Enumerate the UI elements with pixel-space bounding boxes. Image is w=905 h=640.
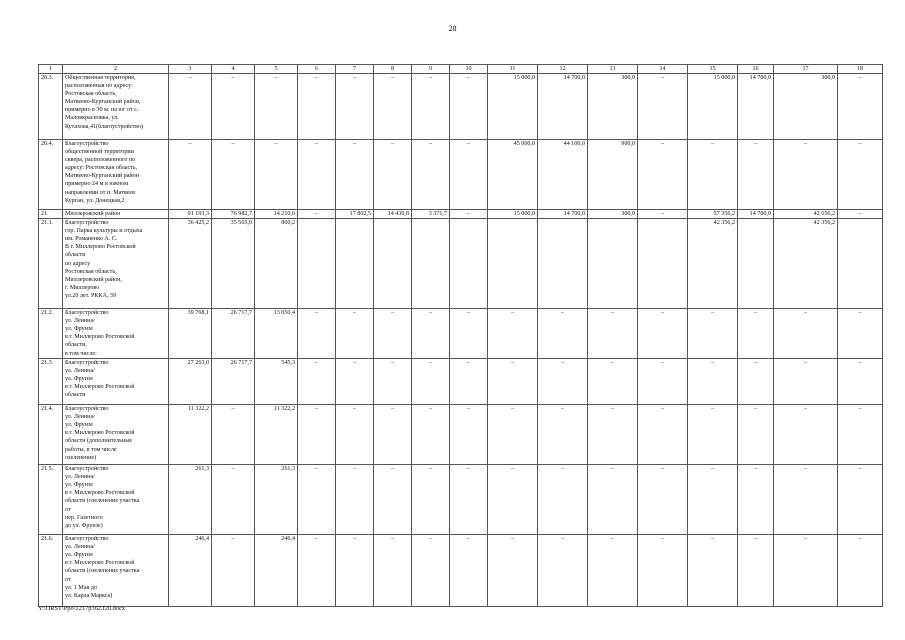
value-cell: –	[450, 359, 488, 405]
value-cell: –	[738, 359, 774, 405]
row-number-cell: 21.4.	[39, 405, 63, 465]
value-cell: –	[298, 405, 336, 465]
value-cell: –	[336, 74, 374, 140]
value-cell: –	[838, 359, 883, 405]
value-cell: –	[212, 140, 255, 210]
column-number: 9	[412, 65, 450, 74]
table-row	[39, 359, 883, 405]
value-cell: –	[838, 309, 883, 359]
column-number: 4	[212, 65, 255, 74]
column-number-row	[39, 65, 883, 74]
value-cell: –	[488, 309, 538, 359]
value-cell: –	[412, 535, 450, 607]
value-cell: –	[450, 405, 488, 465]
value-cell: –	[838, 405, 883, 465]
value-cell: –	[212, 405, 255, 465]
value-cell: –	[488, 465, 538, 535]
value-cell: –	[638, 359, 688, 405]
value-cell: 76 982,7	[212, 210, 255, 219]
value-cell: –	[688, 140, 738, 210]
value-cell: –	[450, 309, 488, 359]
value-cell	[738, 219, 774, 309]
value-cell: –	[738, 405, 774, 465]
table-row	[39, 210, 883, 219]
column-number: 7	[336, 65, 374, 74]
column-number: 1	[39, 65, 63, 74]
value-cell: 300,0	[588, 210, 638, 219]
value-cell: –	[774, 140, 838, 210]
value-cell	[588, 219, 638, 309]
row-number-cell: 20.4.	[39, 140, 63, 210]
column-number: 15	[688, 65, 738, 74]
value-cell: –	[688, 309, 738, 359]
value-cell: –	[774, 359, 838, 405]
value-cell: –	[336, 140, 374, 210]
value-cell: –	[298, 535, 336, 607]
value-cell: –	[688, 535, 738, 607]
value-cell: 14 430,8	[374, 210, 412, 219]
row-number-cell: 21.	[39, 210, 63, 219]
value-cell: –	[298, 74, 336, 140]
value-cell: –	[538, 405, 588, 465]
value-cell: –	[688, 359, 738, 405]
value-cell	[412, 219, 450, 309]
value-cell	[450, 219, 488, 309]
value-cell	[374, 219, 412, 309]
value-cell: –	[212, 465, 255, 535]
value-cell	[538, 219, 588, 309]
page-number: 28	[448, 24, 457, 33]
value-cell	[838, 219, 883, 309]
table-row	[39, 74, 883, 140]
value-cell: 300,0	[588, 74, 638, 140]
value-cell: 15 000,0	[488, 210, 538, 219]
value-cell: –	[298, 140, 336, 210]
row-number-cell: 21.1.	[39, 219, 63, 309]
value-cell: 42 356,2	[774, 219, 838, 309]
table-row	[39, 309, 883, 359]
table-row	[39, 405, 883, 465]
value-cell: –	[450, 465, 488, 535]
value-cell: 17 802,5	[336, 210, 374, 219]
row-number-cell: 21.3.	[39, 359, 63, 405]
value-cell: –	[374, 405, 412, 465]
value-cell: –	[255, 140, 298, 210]
value-cell: –	[638, 74, 688, 140]
value-cell: –	[488, 405, 538, 465]
table-row	[39, 219, 883, 309]
value-cell: 26 717,7	[212, 359, 255, 405]
value-cell: –	[538, 465, 588, 535]
column-number: 2	[63, 65, 169, 74]
value-cell: 14 700,0	[738, 74, 774, 140]
table-row	[39, 140, 883, 210]
value-cell: –	[588, 309, 638, 359]
value-cell: –	[638, 405, 688, 465]
value-cell: –	[298, 309, 336, 359]
value-cell: 27 263,0	[169, 359, 212, 405]
value-cell: –	[450, 535, 488, 607]
value-cell: 14 700,0	[738, 210, 774, 219]
value-cell: –	[588, 535, 638, 607]
value-cell: –	[488, 359, 538, 405]
value-cell: –	[688, 405, 738, 465]
value-cell: –	[774, 405, 838, 465]
value-cell: 13 050,4	[255, 309, 298, 359]
value-cell: –	[412, 309, 450, 359]
column-number: 14	[638, 65, 688, 74]
description-cell: Благоустройство ул. Ленина/ ул. Фрунзе в г. Миллерово Ростовской области (озеленение участка от ул. 1 Мая до ул. Карла Маркса)	[63, 535, 169, 607]
value-cell: –	[412, 140, 450, 210]
column-number: 12	[538, 65, 588, 74]
column-number: 8	[374, 65, 412, 74]
description-cell: Благоустройство ул. Ленина/ ул. Фрунзе в г. Миллерово Ростовской области	[63, 359, 169, 405]
value-cell: 39 768,1	[169, 309, 212, 359]
value-cell: –	[412, 359, 450, 405]
value-cell: –	[336, 465, 374, 535]
value-cell: 57 356,2	[688, 210, 738, 219]
value-cell: –	[255, 74, 298, 140]
description-cell: Благоустройство ул. Ленина/ ул. Фрунзе в г. Миллерово Ростовской области (озеленение участка от пер. Газетного до ул. Фрунзе)	[63, 465, 169, 535]
value-cell: –	[738, 309, 774, 359]
value-cell: –	[738, 535, 774, 607]
value-cell: –	[838, 140, 883, 210]
value-cell: 246,4	[169, 535, 212, 607]
value-cell: 91 193,3	[169, 210, 212, 219]
value-cell: –	[738, 140, 774, 210]
value-cell: –	[538, 359, 588, 405]
value-cell: –	[336, 405, 374, 465]
value-cell: –	[412, 405, 450, 465]
value-cell: –	[336, 359, 374, 405]
value-cell: –	[488, 535, 538, 607]
column-number: 6	[298, 65, 336, 74]
value-cell: –	[298, 210, 336, 219]
value-cell: –	[738, 465, 774, 535]
value-cell: 3 371,7	[412, 210, 450, 219]
value-cell: –	[638, 465, 688, 535]
value-cell: –	[838, 535, 883, 607]
value-cell: 11 322,2	[255, 405, 298, 465]
column-number: 16	[738, 65, 774, 74]
value-cell: –	[638, 140, 688, 210]
value-cell: 860,2	[255, 219, 298, 309]
value-cell: 300,0	[774, 74, 838, 140]
value-cell: 35 565,0	[212, 219, 255, 309]
value-cell: –	[212, 74, 255, 140]
row-number-cell: 21.6.	[39, 535, 63, 607]
description-cell: Благоустройство гор. Парка культуры и отдыха им. Романенко А. С. В г. Миллерово Ростовской области по адресу Ростовская область, Миллеровский район, г. Миллерово ул.20 лет. РККА, 39	[63, 219, 169, 309]
value-cell: –	[336, 535, 374, 607]
value-cell: –	[838, 210, 883, 219]
value-cell	[336, 219, 374, 309]
column-number: 3	[169, 65, 212, 74]
value-cell: –	[588, 465, 638, 535]
value-cell: 246,4	[255, 535, 298, 607]
value-cell: 261,3	[255, 465, 298, 535]
value-cell: 45 000,0	[488, 140, 538, 210]
value-cell	[638, 219, 688, 309]
value-cell: –	[450, 210, 488, 219]
value-cell: –	[374, 74, 412, 140]
value-cell: 261,3	[169, 465, 212, 535]
description-cell: Благоустройство ул. Ленина/ ул. Фрунзе в г. Миллерово Ростовской области (дополнительные работы, в том числе озеленение)	[63, 405, 169, 465]
value-cell: –	[774, 465, 838, 535]
row-number-cell: 20.3.	[39, 74, 63, 140]
value-cell: –	[374, 465, 412, 535]
value-cell: –	[638, 309, 688, 359]
value-cell: –	[374, 359, 412, 405]
column-number: 5	[255, 65, 298, 74]
table-row	[39, 535, 883, 607]
value-cell: 36 425,2	[169, 219, 212, 309]
description-cell: Миллеровский район	[63, 210, 169, 219]
value-cell: –	[450, 140, 488, 210]
value-cell: 42 356,2	[688, 219, 738, 309]
value-cell: –	[638, 535, 688, 607]
value-cell: –	[538, 535, 588, 607]
value-cell: –	[374, 140, 412, 210]
column-number: 13	[588, 65, 638, 74]
value-cell: –	[169, 140, 212, 210]
value-cell: 11 322,2	[169, 405, 212, 465]
file-path: Y:\ORST\Ppo\1217p362.f20.docx	[38, 605, 126, 612]
column-number: 11	[488, 65, 538, 74]
value-cell: –	[588, 405, 638, 465]
row-number-cell: 21.2.	[39, 309, 63, 359]
value-cell: 545,3	[255, 359, 298, 405]
value-cell	[298, 219, 336, 309]
value-cell: 14 700,0	[538, 210, 588, 219]
column-number: 10	[450, 65, 488, 74]
value-cell: –	[838, 74, 883, 140]
value-cell: 14 210,6	[255, 210, 298, 219]
value-cell: 26 717,7	[212, 309, 255, 359]
value-cell: 15 000,0	[488, 74, 538, 140]
value-cell: –	[774, 535, 838, 607]
value-cell: –	[374, 535, 412, 607]
value-cell: 15 000,0	[688, 74, 738, 140]
value-cell: –	[412, 465, 450, 535]
value-cell: –	[638, 210, 688, 219]
value-cell: 14 700,0	[538, 74, 588, 140]
value-cell: –	[450, 74, 488, 140]
value-cell: –	[538, 309, 588, 359]
value-cell: –	[412, 74, 450, 140]
value-cell: 900,0	[588, 140, 638, 210]
value-cell: 44 100,0	[538, 140, 588, 210]
value-cell: –	[374, 309, 412, 359]
budget-table	[38, 64, 883, 607]
column-number: 18	[838, 65, 883, 74]
value-cell: –	[688, 465, 738, 535]
value-cell: –	[588, 359, 638, 405]
value-cell: –	[169, 74, 212, 140]
value-cell	[488, 219, 538, 309]
value-cell: –	[212, 535, 255, 607]
description-cell: Общественная территория, расположенная по адресу: Ростовская область, Матвеево-Курганский район, примерно в 30 м. на юг от с. Маловкрасновка, ул. Кутахова,41(благоустройство)	[63, 74, 169, 140]
value-cell: –	[838, 465, 883, 535]
description-cell: Благоустройство ул. Ленина/ ул. Фрунзе в г. Миллерово Ростовской области, в том числе:	[63, 309, 169, 359]
description-cell: Благоустройство общественной территории сквера, расположенного по адресу: Ростовская область, Матвеево-Курганский район примерно 24 м в южном направлении от п. Матвеев Курган, ул. Донецкая,2	[63, 140, 169, 210]
value-cell: –	[298, 359, 336, 405]
value-cell: 42 656,2	[774, 210, 838, 219]
value-cell: –	[298, 465, 336, 535]
value-cell: –	[336, 309, 374, 359]
table-row	[39, 465, 883, 535]
row-number-cell: 21.5.	[39, 465, 63, 535]
value-cell: –	[774, 309, 838, 359]
column-number: 17	[774, 65, 838, 74]
